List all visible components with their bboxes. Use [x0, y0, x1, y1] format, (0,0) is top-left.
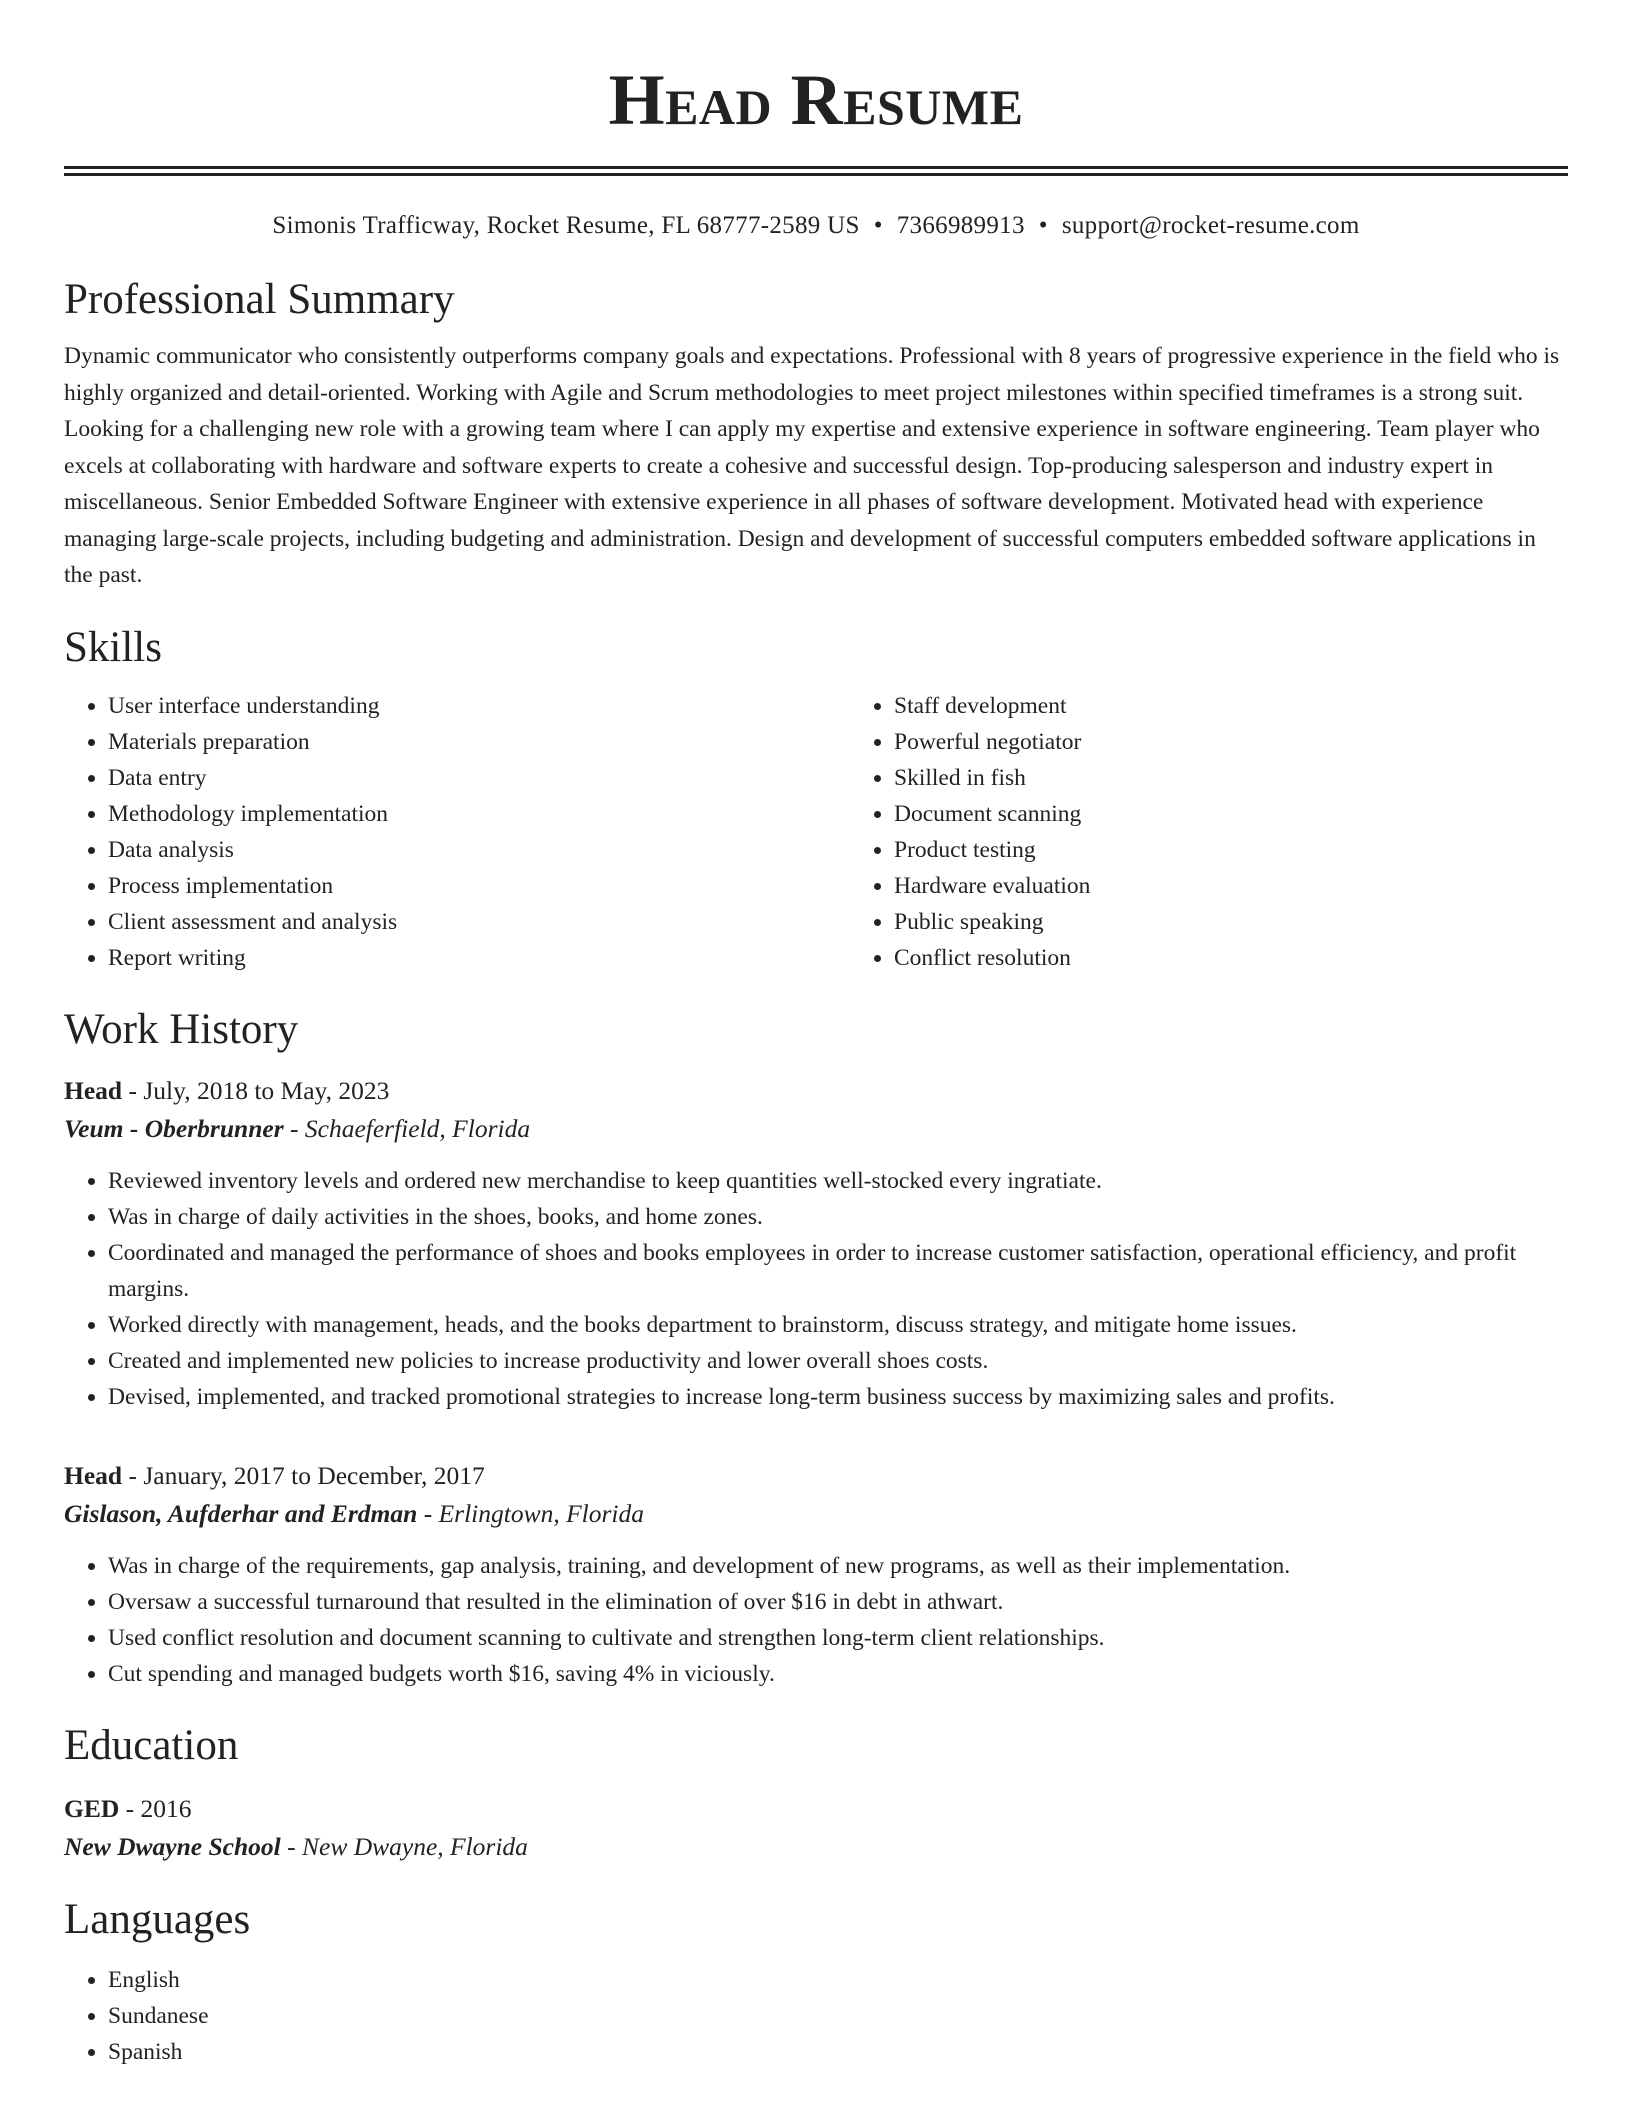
education-degree-line: [64, 1790, 1568, 1828]
section-title-work-history: Work History: [64, 1005, 299, 1053]
job-company-line: [64, 1495, 1568, 1533]
contact-email[interactable]: support@rocket-resume.com: [1061, 212, 1360, 239]
skill-item: • Staff development: [894, 688, 1632, 724]
job-company: Veum - Oberbrunner: [64, 1113, 284, 1143]
job-duty: • Used conflict resolution and document scanning to cultivate and strengthen long-term client relationships.: [108, 1620, 1568, 1656]
skill-item: • Hardware evaluation: [894, 868, 1632, 904]
job-title-line: [64, 1457, 1568, 1495]
job-duty: • Was in charge of the requirements, gap analysis, training, and development of new programs, as well as their implementation.: [108, 1548, 1568, 1584]
job-role: Head: [64, 1075, 123, 1105]
language-item: • Spanish: [108, 2034, 1568, 2070]
education-degree: GED: [64, 1793, 120, 1823]
education-school: New Dwayne School: [64, 1831, 281, 1861]
language-item: • Sundanese: [108, 1998, 1568, 2034]
job-title-line: [64, 1072, 1568, 1110]
skill-item: • Process implementation: [108, 868, 850, 904]
job-location: - Schaeferfield, Florida: [283, 1113, 531, 1143]
education-entry: [64, 1790, 1568, 1866]
language-item: • English: [108, 1962, 1568, 1998]
job-company: Gislason, Aufderhar and Erdman: [64, 1498, 418, 1528]
job-duty: • Oversaw a successful turnaround that resulted in the elimination of over $16 in debt in athwart.: [108, 1584, 1568, 1620]
skill-item: • Client assessment and analysis: [108, 904, 850, 940]
languages-block: [64, 1962, 1568, 2070]
skill-item: • User interface understanding: [108, 688, 850, 724]
resume-name: Head Resume: [608, 60, 1024, 140]
job-dates: - July, 2018 to May, 2023: [122, 1075, 390, 1105]
skill-item: • Product testing: [894, 832, 1632, 868]
job-duty: • Cut spending and managed budgets worth $16, saving 4% in viciously.: [108, 1656, 1568, 1692]
job-duty: • Was in charge of daily activities in the shoes, books, and home zones.: [108, 1199, 1568, 1235]
skill-item: • Materials preparation: [108, 724, 850, 760]
header-double-rule: [64, 166, 1568, 176]
education-school-line: [64, 1828, 1568, 1866]
contact-phone: 7366989913: [896, 212, 1025, 239]
job-duty: • Coordinated and managed the performance of shoes and books employees in order to increase customer satisfaction, operational efficiency, and profit margins.: [108, 1235, 1568, 1307]
job-duty: • Reviewed inventory levels and ordered new merchandise to keep quantities well-stocked every ingratiate.: [108, 1163, 1568, 1199]
skills-list-left: [64, 688, 850, 976]
skill-item: • Data analysis: [108, 832, 850, 868]
contact-separator: •: [873, 212, 883, 239]
skill-item: • Powerful negotiator: [894, 724, 1632, 760]
skill-item: • Data entry: [108, 760, 850, 796]
job-duty: • Created and implemented new policies to increase productivity and lower overall shoes costs.: [108, 1343, 1568, 1379]
job-duty: • Worked directly with management, heads, and the books department to brainstorm, discuss strategy, and mitigate home issues.: [108, 1307, 1568, 1343]
job-duties-list: [64, 1548, 1568, 1692]
job-location: - Erlingtown, Florida: [417, 1498, 645, 1528]
job-duty: • Devised, implemented, and tracked promotional strategies to increase long-term business success by maximizing sales and profits.: [108, 1379, 1568, 1415]
skill-item: • Skilled in fish: [894, 760, 1632, 796]
education-year: - 2016: [119, 1793, 192, 1823]
contact-address: Simonis Trafficway, Rocket Resume, FL 68777-2589 US: [272, 212, 860, 239]
skills-list-right: [850, 688, 1632, 976]
job-role: Head: [64, 1460, 123, 1490]
job-duties-list: [64, 1163, 1568, 1415]
contact-separator: •: [1038, 212, 1048, 239]
contact-line: [64, 210, 1568, 242]
skill-item: • Methodology implementation: [108, 796, 850, 832]
job-company-line: [64, 1110, 1568, 1148]
education-location: - New Dwayne, Florida: [280, 1831, 528, 1861]
skills-columns: [64, 688, 1568, 976]
job-dates: - January, 2017 to December, 2017: [122, 1460, 485, 1490]
job-entry: [64, 1072, 1568, 1415]
skill-item: • Document scanning: [894, 796, 1632, 832]
skill-item: • Conflict resolution: [894, 940, 1632, 976]
section-title-education: Education: [64, 1721, 239, 1769]
section-title-summary: Professional Summary: [64, 276, 455, 323]
skill-item: • Public speaking: [894, 904, 1632, 940]
section-title-languages: Languages: [64, 1895, 251, 1943]
section-title-skills: Skills: [64, 623, 162, 671]
languages-list: [64, 1962, 1568, 2070]
summary-text: Dynamic communicator who consistently outperforms company goals and expectations. Professional with 8 years of progressive experience in the field who is highly organized and detail-oriented. Working with Agile and Scrum methodologies to meet project milestones within specified timeframes is a strong suit. Looking for a challenging new role with a growing team where I can apply my expertise and extensive experience in software engineering. Team player who excels at collaborating with hardware and software experts to create a cohesive and successful design. Top-producing salesperson and industry expert in miscellaneous. Senior Embedded Software Engineer with extensive experience in all phases of software development. Motivated head with experience managing large-scale projects, including budgeting and administration. Design and development of successful computers embedded software applications in the past.: [64, 343, 1560, 588]
job-entry: [64, 1457, 1568, 1692]
skill-item: • Report writing: [108, 940, 850, 976]
